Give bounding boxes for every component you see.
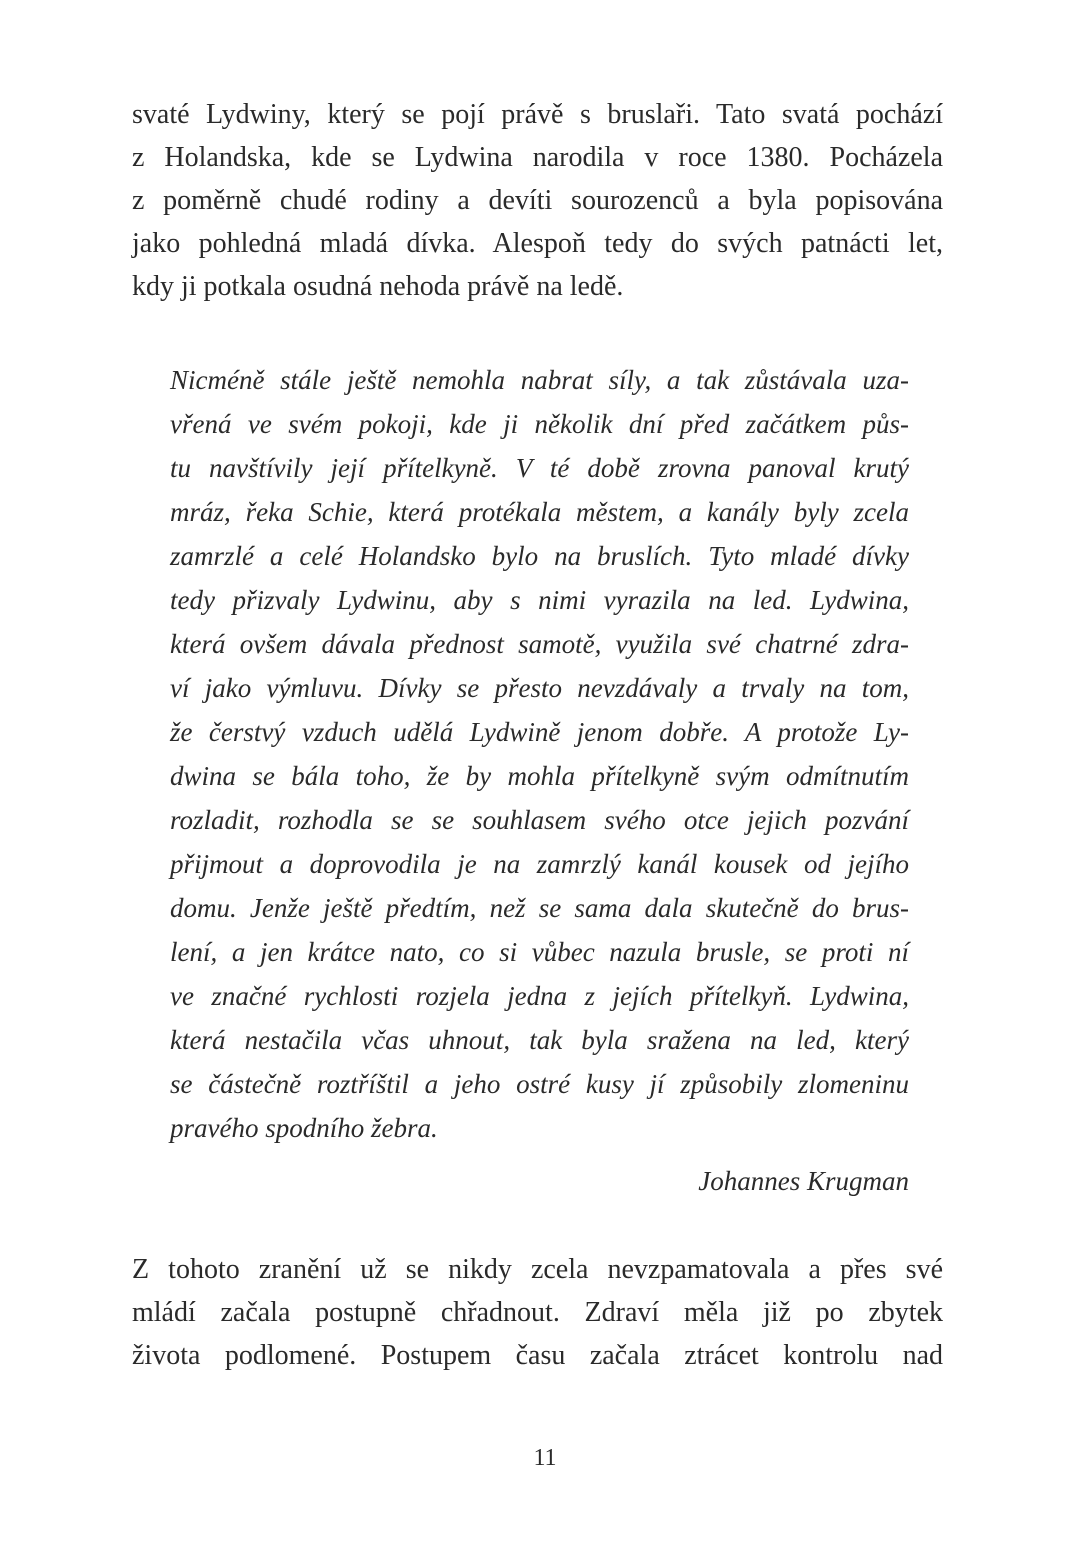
quote-line: lení, a jen krátce nato, co si vůbec nazula brusle, se proti ní <box>170 937 909 967</box>
quote-attribution: Johannes Krugman <box>698 1166 909 1196</box>
text-line: mládí začala postupně chřadnout. Zdraví měla již po zbytek <box>132 1297 943 1328</box>
quote-line: pravého spodního žebra. <box>170 1113 438 1143</box>
quote-line: Nicméně stále ještě nemohla nabrat síly, a tak zůstávala uza- <box>170 365 909 395</box>
quote-line: která ovšem dávala přednost samotě, využila své chatrné zdra- <box>170 629 909 659</box>
quote-line: zamrzlé a celé Holandsko bylo na bruslích. Tyto mladé dívky <box>170 541 909 571</box>
quote-line: ví jako výmluvu. Dívky se přesto nevzdávaly a trvaly na tom, <box>170 673 909 703</box>
quote-line: rozladit, rozhodla se se souhlasem svého otce jejich pozvání <box>170 805 909 835</box>
quote-line: dwina se bála toho, že by mohla přítelkyně svým odmítnutím <box>170 761 909 791</box>
quote-line: že čerstvý vzduch udělá Lydwině jenom dobře. A protože Ly- <box>170 717 909 747</box>
quote-line: ve značné rychlosti rozjela jedna z jejích přítelkyň. Lydwina, <box>170 981 909 1011</box>
text-line: z Holandska, kde se Lydwina narodila v roce 1380. Pocházela <box>132 142 943 173</box>
text-line: života podlomené. Postupem času začala ztrácet kontrolu nad <box>132 1340 943 1371</box>
text-line: svaté Lydwiny, který se pojí právě s bruslaři. Tato svatá pochází <box>132 99 943 130</box>
quote-line: se částečně roztříštil a jeho ostré kusy jí způsobily zlomeninu <box>170 1069 909 1099</box>
quote-line: přijmout a doprovodila je na zamrzlý kanál kousek od jejího <box>170 849 909 879</box>
quote-line: tu navštívily její přítelkyně. V té době zrovna panoval krutý <box>170 453 909 483</box>
quote-line: tedy přizvaly Lydwinu, aby s nimi vyrazila na led. Lydwina, <box>170 585 909 615</box>
quote-line: která nestačila včas uhnout, tak byla sražena na led, který <box>170 1025 909 1055</box>
page-number: 11 <box>533 1445 557 1471</box>
text-line: jako pohledná mladá dívka. Alespoň tedy do svých patnácti let, <box>132 228 943 259</box>
text-line: Z tohoto zranění už se nikdy zcela nevzpamatovala a přes své <box>132 1254 943 1285</box>
quote-line: vřená ve svém pokoji, kde ji několik dní před začátkem půs- <box>170 409 909 439</box>
text-line: z poměrně chudé rodiny a devíti sourozenců a byla popisována <box>132 185 943 216</box>
text-line: kdy ji potkala osudná nehoda právě na ledě. <box>132 271 624 302</box>
quote-line: mráz, řeka Schie, která protékala městem, a kanály byly zcela <box>170 497 909 527</box>
quote-line: domu. Jenže ještě předtím, než se sama dala skutečně do brus- <box>170 893 909 923</box>
